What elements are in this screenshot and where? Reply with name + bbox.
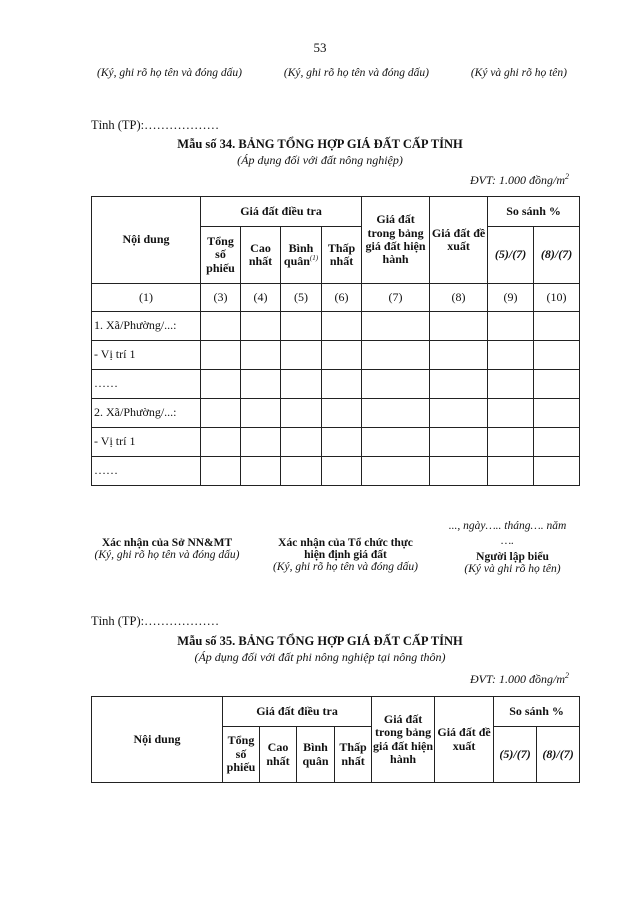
form34-province-label: Tỉnh (TP):………………	[91, 118, 220, 132]
form35-province-label: Tỉnh (TP):………………	[91, 614, 220, 628]
table-row	[92, 370, 580, 399]
signature-block-3	[440, 551, 585, 575]
top-signature-row	[97, 67, 567, 79]
signature-2-title: Xác nhận của Tổ chức thực hiện định giá đất	[278, 537, 413, 561]
colnum-8: (8)	[430, 284, 488, 312]
header-total-forms: Tổng số phiếu	[201, 227, 241, 284]
signature-note-2: (Ký, ghi rõ họ tên và đóng dấu)	[283, 67, 429, 79]
form35-unit-sup: 2	[565, 671, 570, 680]
header-average: Bình quân	[297, 727, 335, 783]
header-compare-group: So sánh %	[488, 197, 580, 227]
header-content: Nội dung	[92, 697, 223, 783]
colnum-3: (3)	[201, 284, 241, 312]
colnum-9: (9)	[488, 284, 534, 312]
table-row	[92, 457, 580, 486]
row-label: ……	[92, 370, 201, 399]
colnum-10: (10)	[534, 284, 580, 312]
signature-3-note: (Ký và ghi rõ họ tên)	[464, 563, 561, 575]
header-table-price: Giá đất trong bảng giá đất hiện hành	[362, 197, 430, 284]
header-survey-group: Giá đất điều tra	[201, 197, 362, 227]
header-total-forms: Tổng số phiếu	[223, 727, 260, 783]
signature-3-title: Người lập biểu	[476, 551, 549, 563]
header-proposed: Giá đất đề xuất	[430, 197, 488, 284]
table-row	[92, 341, 580, 370]
colnum-1: (1)	[92, 284, 201, 312]
row-label: - Vị trí 1	[92, 341, 201, 370]
signature-note-3: (Ký và ghi rõ họ tên)	[470, 67, 567, 79]
form34-unit-sup: 2	[565, 172, 570, 181]
table-row	[92, 428, 580, 457]
colnum-5: (5)	[281, 284, 322, 312]
form35-table	[91, 696, 580, 783]
signature-block-2	[258, 537, 433, 573]
header-compare-group: So sánh %	[494, 697, 580, 727]
header-table-price: Giá đất trong bảng giá đất hiện hành	[372, 697, 435, 783]
form35-title: Mẫu số 35. BẢNG TỔNG HỢP GIÁ ĐẤT CẤP TỈNH	[177, 634, 463, 648]
signature-1-note: (Ký, ghi rõ họ tên và đóng dấu)	[94, 549, 240, 561]
header-ratio-2: (8)/(7)	[537, 727, 580, 783]
header-survey-group: Giá đất điều tra	[223, 697, 372, 727]
signature-1-title: Xác nhận của Sở NN&MT	[101, 537, 233, 549]
table-row	[92, 399, 580, 428]
header-lowest: Thấp nhất	[322, 227, 362, 284]
signature-block-1	[92, 537, 242, 561]
colnum-6: (6)	[322, 284, 362, 312]
header-average-sup: (1)	[309, 254, 319, 262]
header-ratio-1: (5)/(7)	[488, 227, 534, 284]
header-average-text: Bình quân	[283, 240, 314, 268]
form34-unit-text: ĐVT: 1.000 đồng/m	[470, 173, 566, 187]
header-highest: Cao nhất	[241, 227, 281, 284]
form35-subtitle: (Áp dụng đối với đất phi nông nghiệp tại nông thôn)	[194, 650, 446, 664]
header-proposed: Giá đất đề xuất	[435, 697, 494, 783]
form35-unit-text: ĐVT: 1.000 đồng/m	[470, 672, 566, 686]
row-label: 1. Xã/Phường/...:	[92, 312, 201, 341]
form34-unit	[470, 172, 569, 188]
form35-unit	[470, 671, 569, 687]
form34-table	[91, 196, 580, 486]
header-highest: Cao nhất	[260, 727, 297, 783]
row-label: 2. Xã/Phường/...:	[92, 399, 201, 428]
header-ratio-2: (8)/(7)	[534, 227, 580, 284]
page-number: 53	[313, 40, 327, 55]
header-content: Nội dung	[92, 197, 201, 284]
table-row	[92, 312, 580, 341]
header-lowest: Thấp nhất	[335, 727, 372, 783]
signature-2-note: (Ký, ghi rõ họ tên và đóng dấu)	[272, 561, 418, 573]
header-ratio-1: (5)/(7)	[494, 727, 537, 783]
date-line-2: ….	[500, 535, 515, 547]
row-label: - Vị trí 1	[92, 428, 201, 457]
header-average	[281, 227, 322, 284]
date-line-1: ..., ngày….. tháng…. năm	[448, 520, 567, 532]
signature-note-1: (Ký, ghi rõ họ tên và đóng dấu)	[97, 67, 243, 79]
row-label: ……	[92, 457, 201, 486]
form34-subtitle: (Áp dụng đối với đất nông nghiệp)	[237, 153, 403, 167]
form34-title: Mẫu số 34. BẢNG TỔNG HỢP GIÁ ĐẤT CẤP TỈNH	[177, 137, 463, 151]
colnum-4: (4)	[241, 284, 281, 312]
colnum-7: (7)	[362, 284, 430, 312]
